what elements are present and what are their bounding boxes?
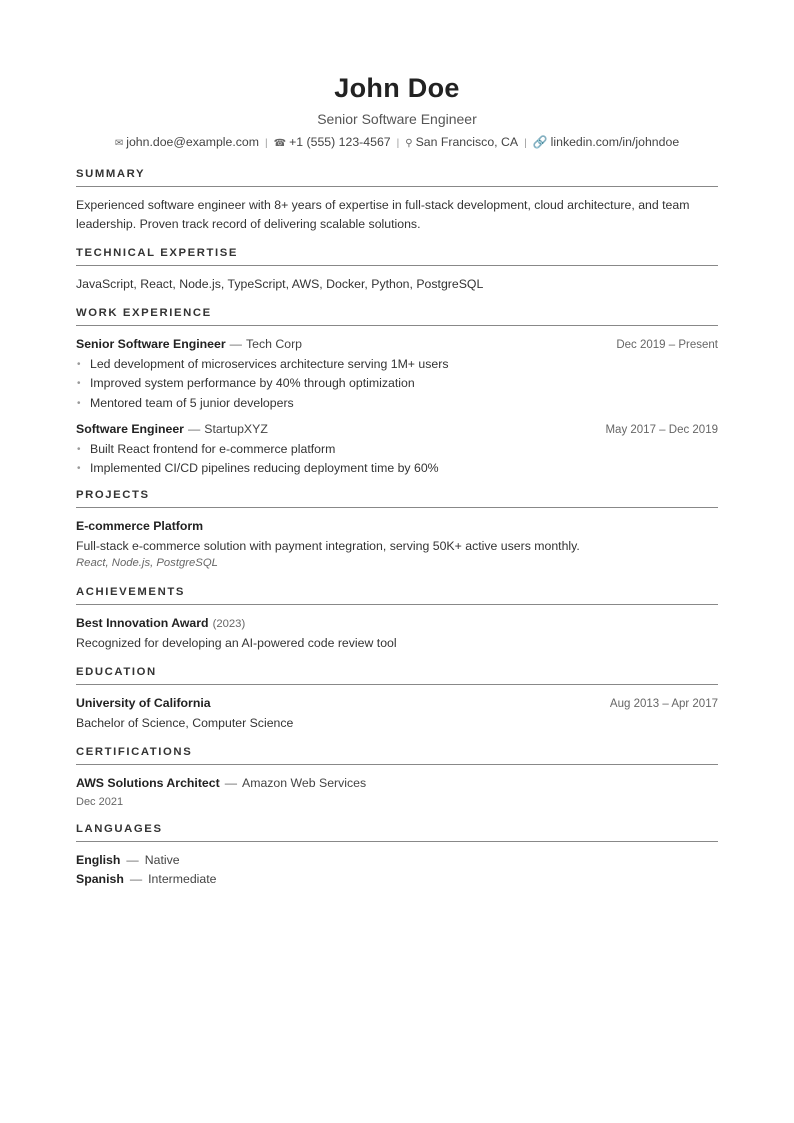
- job-role: Software Engineer: [76, 421, 184, 436]
- project-tech: React, Node.js, PostgreSQL: [76, 557, 218, 570]
- contact-phone[interactable]: [274, 134, 391, 152]
- job-role: Senior Software Engineer: [76, 337, 226, 351]
- languages-section: [76, 822, 718, 889]
- job-dates: Dec 2019 – Present: [616, 339, 718, 351]
- job-entry: [76, 420, 718, 479]
- achievement-header: [76, 614, 718, 633]
- achievement-entry: [76, 614, 718, 653]
- job-dash: —: [187, 421, 201, 436]
- education-header: [76, 694, 718, 713]
- link-icon: 🔗: [532, 135, 548, 149]
- job-dates: May 2017 – Dec 2019: [605, 423, 718, 436]
- candidate-title: Senior Software Engineer: [317, 111, 477, 127]
- certification-date: Dec 2021: [76, 796, 124, 809]
- job-dash: —: [229, 337, 242, 351]
- certifications-section: [76, 745, 718, 810]
- location-pin-icon: ⚲: [405, 138, 413, 149]
- email-text: john.doe@example.com: [126, 135, 260, 149]
- job-bullets: [76, 355, 718, 413]
- location-text: San Francisco, CA: [415, 135, 519, 149]
- achievement-year: (2023): [212, 618, 246, 631]
- contact-separator: |: [524, 138, 527, 149]
- project-header: [76, 517, 718, 535]
- job-entry: [76, 335, 718, 413]
- contact-location: [405, 134, 518, 152]
- certification-header: [76, 774, 718, 792]
- section-heading-experience: WORK EXPERIENCE: [76, 306, 718, 326]
- job-bullet: • Implemented CI/CD pipelines reducing deployment time by 60%: [76, 459, 718, 478]
- candidate-name: John Doe: [334, 73, 460, 103]
- section-heading-summary: SUMMARY: [76, 167, 718, 187]
- phone-icon: ☎: [273, 138, 287, 149]
- language-dash: —: [129, 872, 143, 887]
- job-company: Tech Corp: [245, 337, 302, 351]
- language-dash: —: [126, 853, 139, 868]
- job-bullet: • Improved system performance by 40% through optimization: [76, 374, 718, 393]
- contact-line: [76, 134, 718, 152]
- education-school: University of California: [76, 696, 211, 711]
- mail-icon: ✉: [114, 138, 124, 149]
- contact-linkedin[interactable]: [533, 134, 679, 150]
- achievement-title: Best Innovation Award: [76, 616, 209, 631]
- language-level: Native: [144, 853, 180, 868]
- contact-separator: |: [265, 138, 268, 149]
- education-section: [76, 665, 718, 733]
- summary-text: Experienced software engineer with 8+ years of expertise in full-stack development, cloud architecture, and team leadership. Proven track record of delivering scalable solutions.: [76, 198, 690, 231]
- certification-dash: —: [224, 776, 237, 791]
- certification-issuer: Amazon Web Services: [242, 776, 367, 791]
- job-bullet: • Built React frontend for e-commerce platform: [76, 440, 718, 459]
- contact-separator: |: [396, 138, 400, 149]
- section-heading-projects: PROJECTS: [76, 488, 718, 508]
- phone-text: +1 (555) 123-4567: [289, 135, 391, 149]
- job-bullet: • Led development of microservices architecture serving 1M+ users: [76, 355, 718, 374]
- resume-header: [76, 0, 718, 152]
- job-header: [76, 335, 718, 354]
- job-header: [76, 420, 718, 439]
- section-heading-skills: TECHNICAL EXPERTISE: [76, 246, 718, 266]
- project-name: E-commerce Platform: [76, 519, 204, 534]
- job-company: StartupXYZ: [204, 421, 268, 436]
- language-name: English: [76, 853, 121, 868]
- job-bullet: • Mentored team of 5 junior developers: [76, 394, 718, 413]
- language-entry: [76, 870, 718, 889]
- skills-section: [76, 246, 718, 294]
- achievement-description: Recognized for developing an AI-powered code review tool: [76, 636, 397, 651]
- skills-text: JavaScript, React, Node.js, TypeScript, AWS, Docker, Python, PostgreSQL: [76, 277, 484, 291]
- section-heading-education: EDUCATION: [76, 665, 718, 685]
- education-degree: Bachelor of Science, Computer Science: [76, 716, 294, 731]
- language-entry: [76, 851, 718, 870]
- experience-section: [76, 306, 718, 478]
- certification-entry: [76, 774, 718, 810]
- linkedin-text: linkedin.com/in/johndoe: [550, 135, 680, 149]
- certification-name: AWS Solutions Architect: [76, 776, 220, 791]
- section-heading-achievements: ACHIEVEMENTS: [76, 585, 718, 605]
- language-name: Spanish: [76, 872, 124, 887]
- education-dates: Aug 2013 – Apr 2017: [609, 698, 718, 711]
- job-bullets: [76, 440, 718, 479]
- section-heading-certifications: CERTIFICATIONS: [76, 745, 718, 765]
- language-level: Intermediate: [148, 872, 217, 887]
- projects-section: [76, 488, 718, 571]
- contact-email[interactable]: [115, 134, 259, 152]
- project-description: Full-stack e-commerce solution with payment integration, serving 50K+ active users monthly.: [76, 539, 580, 554]
- section-heading-languages: LANGUAGES: [76, 822, 718, 842]
- summary-section: [76, 167, 718, 234]
- project-entry: [76, 517, 718, 571]
- education-entry: [76, 694, 718, 733]
- achievements-section: [76, 585, 718, 653]
